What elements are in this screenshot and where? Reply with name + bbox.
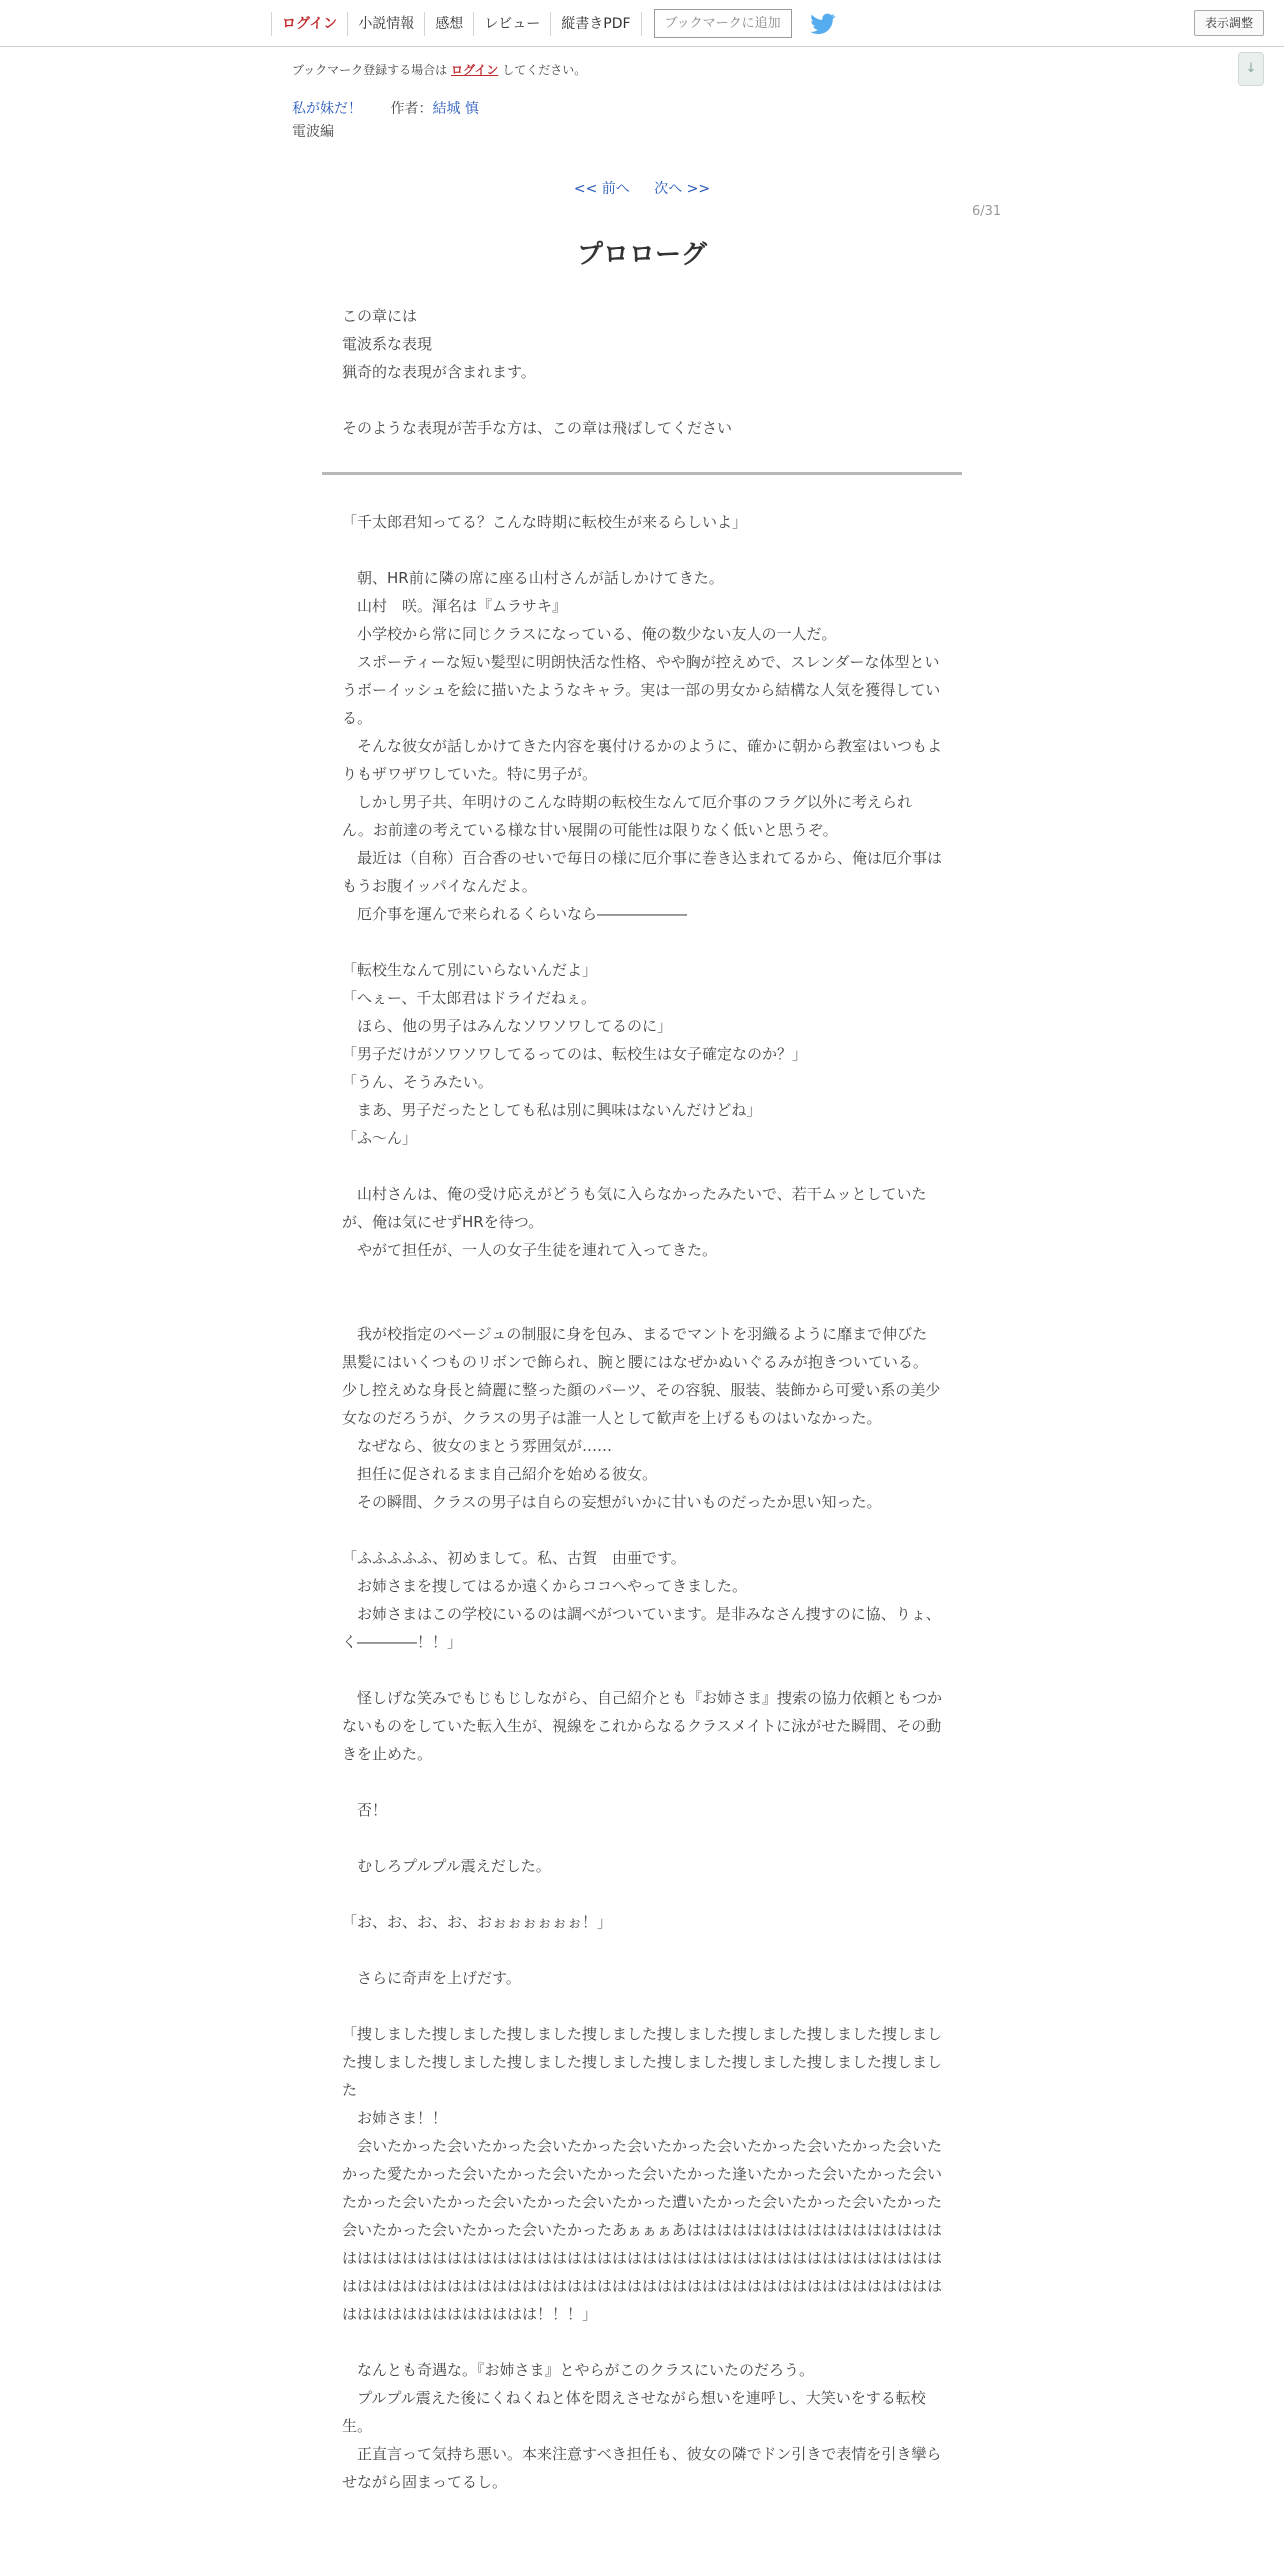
body-paragraph xyxy=(342,1264,942,1292)
body-paragraph: なぜなら、彼女のまとう雰囲気が…… xyxy=(342,1437,613,1455)
body-paragraph xyxy=(342,2328,942,2356)
scroll-down-tab[interactable]: ↓ xyxy=(1238,52,1264,86)
body-paragraph: 「うん、そうみたい。 xyxy=(342,1073,493,1091)
body-paragraph: しかし男子共、年明けのこんな時期の転校生なんて厄介事のフラグ以外に考えられん。お前達の考えている様な甘い展開の可能性は限りなく低いと思うぞ。 xyxy=(342,793,913,839)
display-settings-button[interactable]: 表示調整 xyxy=(1194,10,1264,36)
nav-novel-info[interactable]: 小説情報 xyxy=(347,12,424,36)
body-paragraph: 朝、HR前に隣の席に座る山村さんが話しかけてきた。 xyxy=(342,569,724,587)
main-nav xyxy=(271,0,836,47)
body-paragraph: その瞬間、クラスの男子は自らの妄想がいかに甘いものだったか思い知った。 xyxy=(342,1493,882,1511)
chapter-title: プロローグ xyxy=(576,240,707,270)
body-paragraph xyxy=(342,1824,942,1852)
body-paragraph xyxy=(342,1992,942,2020)
preface-line: この章には xyxy=(342,307,418,325)
body-paragraph: 「千太郎君知ってる？こんな時期に転校生が来るらしいよ」 xyxy=(342,513,748,531)
body-paragraph: スポーティーな短い髪型に明朗快活な性格、やや胸が控えめで、スレンダーな体型というボーイッシュを絵に描いたようなキャラ。実は一部の男女から結構な人気を獲得している。 xyxy=(342,653,941,727)
body-paragraph: 担任に促されるまま自己紹介を始める彼女。 xyxy=(342,1465,658,1483)
chapter-body xyxy=(342,508,942,2496)
twitter-bird-icon[interactable] xyxy=(810,13,836,35)
bookmark-notice xyxy=(292,61,586,78)
body-paragraph: 小学校から常に同じクラスになっている、俺の数少ない友人の一人だ。 xyxy=(342,625,837,643)
body-paragraph: そんな彼女が話しかけてきた内容を裏付けるかのように、確かに朝から教室はいつもよりもザワザワしていた。特に男子が。 xyxy=(342,737,943,783)
body-paragraph xyxy=(342,1880,942,1908)
body-paragraph: やがて担任が、一人の女子生徒を連れて入ってきた。 xyxy=(342,1241,718,1259)
body-paragraph: 正直言って気持ち悪い。本来注意すべき担任も、彼女の隣でドン引きで表情を引き攣らせながら固まってるし。 xyxy=(342,2445,942,2491)
nav-vertical-pdf[interactable]: 縦書きPDF xyxy=(550,12,641,36)
body-paragraph: 「男子だけがソワソワしてるってのは、転校生は女子確定なのか？」 xyxy=(342,1045,808,1063)
body-paragraph xyxy=(342,536,942,564)
preface-divider xyxy=(322,472,962,475)
preface-line: そのような表現が苦手な方は、この章は飛ばしてください xyxy=(342,419,733,437)
body-paragraph: 会いたかった会いたかった会いたかった会いたかった会いたかった会いたかった会いたかった愛たかった会いたかった会いたかった会いたかった逢いたかった会いたかった会いたかった会いたかった会いたかった会いたかった遭いたかった会いたかった会いたかった会いたかった会いたかった会いたかったあぁぁぁあはははははははははははははははははははははははははははははははははははははははははははははははははははははははははははははははははははははははははははははははははははははははははははははははははははははははははははははは！！！」 xyxy=(342,2137,943,2323)
chapter-pager xyxy=(0,178,1284,198)
body-paragraph: 「ふふふふふ、初めまして。私、古賀 由亜です。 xyxy=(342,1549,686,1567)
body-paragraph xyxy=(342,1152,942,1180)
top-navigation-bar xyxy=(0,0,1284,47)
chapter-preface xyxy=(342,302,942,442)
body-paragraph: 怪しげな笑みでもじもじしながら、自己紹介とも『お姉さま』捜索の協力依頼ともつかないものをしていた転入生が、視線をこれからなるクラスメイトに泳がせた瞬間、その動きを止めた。 xyxy=(342,1689,943,1763)
body-paragraph: 「転校生なんて別にいらないんだよ」 xyxy=(342,961,598,979)
prev-chapter-link[interactable]: << 前へ xyxy=(573,181,630,197)
body-paragraph xyxy=(342,1768,942,1796)
body-paragraph xyxy=(342,1936,942,1964)
body-paragraph: お姉さまはこの学校にいるのは調べがついています。是非みなさん捜すのに協、りょ、く――――！！」 xyxy=(342,1605,941,1651)
body-paragraph: 最近は（自称）百合香のせいで毎日の様に厄介事に巻き込まれてるから、俺は厄介事はもうお腹イッパイなんだよ。 xyxy=(342,849,943,895)
preface-line xyxy=(342,386,942,414)
body-paragraph xyxy=(342,1656,942,1684)
author-link[interactable]: 結城 慎 xyxy=(432,101,479,117)
notice-prefix: ブックマーク登録する場合は xyxy=(292,63,448,77)
body-paragraph: さらに奇声を上げだす。 xyxy=(342,1969,521,1987)
chapter-group-label: 電波編 xyxy=(292,124,334,140)
body-paragraph: ほら、他の男子はみんなソワソワしてるのに」 xyxy=(342,1017,673,1035)
body-paragraph: お姉さま！！ xyxy=(342,2109,448,2127)
body-paragraph: 厄介事を運んで来られるくらいなら―――――― xyxy=(342,905,688,923)
next-chapter-link[interactable]: 次へ >> xyxy=(654,181,711,197)
nav-impressions[interactable]: 感想 xyxy=(424,12,473,36)
body-paragraph xyxy=(342,1516,942,1544)
page-count: 6/31 xyxy=(972,204,1002,219)
notice-suffix: してください。 xyxy=(502,63,587,77)
nav-login[interactable]: ログイン xyxy=(271,12,347,36)
body-paragraph: 「捜しました捜しました捜しました捜しました捜しました捜しました捜しました捜しました捜しました捜しました捜しました捜しました捜しました捜しました捜しました捜しました xyxy=(342,2025,943,2099)
body-paragraph: 否！ xyxy=(342,1801,388,1819)
body-paragraph: 「ふ〜ん」 xyxy=(342,1129,418,1147)
body-paragraph: 山村さんは、俺の受け応えがどうも気に入らなかったみたいで、若干ムッとしていたが、俺は気にせずHRを待つ。 xyxy=(342,1185,927,1231)
preface-line: 電波系な表現 xyxy=(342,335,433,353)
body-paragraph xyxy=(342,1292,942,1320)
novel-meta xyxy=(292,98,479,118)
notice-login-link[interactable]: ログイン xyxy=(451,63,499,77)
series-title-link[interactable]: 私が妹だ！ xyxy=(292,101,362,117)
body-paragraph: 「へぇー、千太郎君はドライだねぇ。 xyxy=(342,989,596,1007)
body-paragraph xyxy=(342,928,942,956)
body-paragraph: なんとも奇遇な。『お姉さま』とやらがこのクラスにいたのだろう。 xyxy=(342,2361,815,2379)
body-paragraph: 我が校指定のベージュの制服に身を包み、まるでマントを羽織るように靡まで伸びた黒髪にはいくつものリボンで飾られ、腕と腰にはなぜかぬいぐるみが抱きついている。少し控えめな身長と綺麗に整った顔のパーツ、その容貌、服装、装飾から可愛い系の美少女なのだろうが、クラスの男子は誰一人として歓声を上げるものはいなかった。 xyxy=(342,1325,941,1427)
body-paragraph: お姉さまを捜してはるか遠くからココへやってきました。 xyxy=(342,1577,748,1595)
body-paragraph: 「お、お、お、お、おぉぉぉぉぉぉ！」 xyxy=(342,1913,613,1931)
body-paragraph: 山村 咲。渾名は『ムラサキ』 xyxy=(342,597,568,615)
author-label: 作者： xyxy=(390,101,433,117)
body-paragraph: まあ、男子だったとしても私は別に興味はないんだけどね」 xyxy=(342,1101,762,1119)
nav-review[interactable]: レビュー xyxy=(473,12,550,36)
body-paragraph: プルプル震えた後にくねくねと体を悶えさせながら想いを連呼し、大笑いをする転校生。 xyxy=(342,2389,926,2435)
preface-line: 猟奇的な表現が含まれます。 xyxy=(342,363,536,381)
add-bookmark-button[interactable]: ブックマークに追加 xyxy=(654,9,792,38)
body-paragraph: むしろプルプル震えだした。 xyxy=(342,1857,551,1875)
